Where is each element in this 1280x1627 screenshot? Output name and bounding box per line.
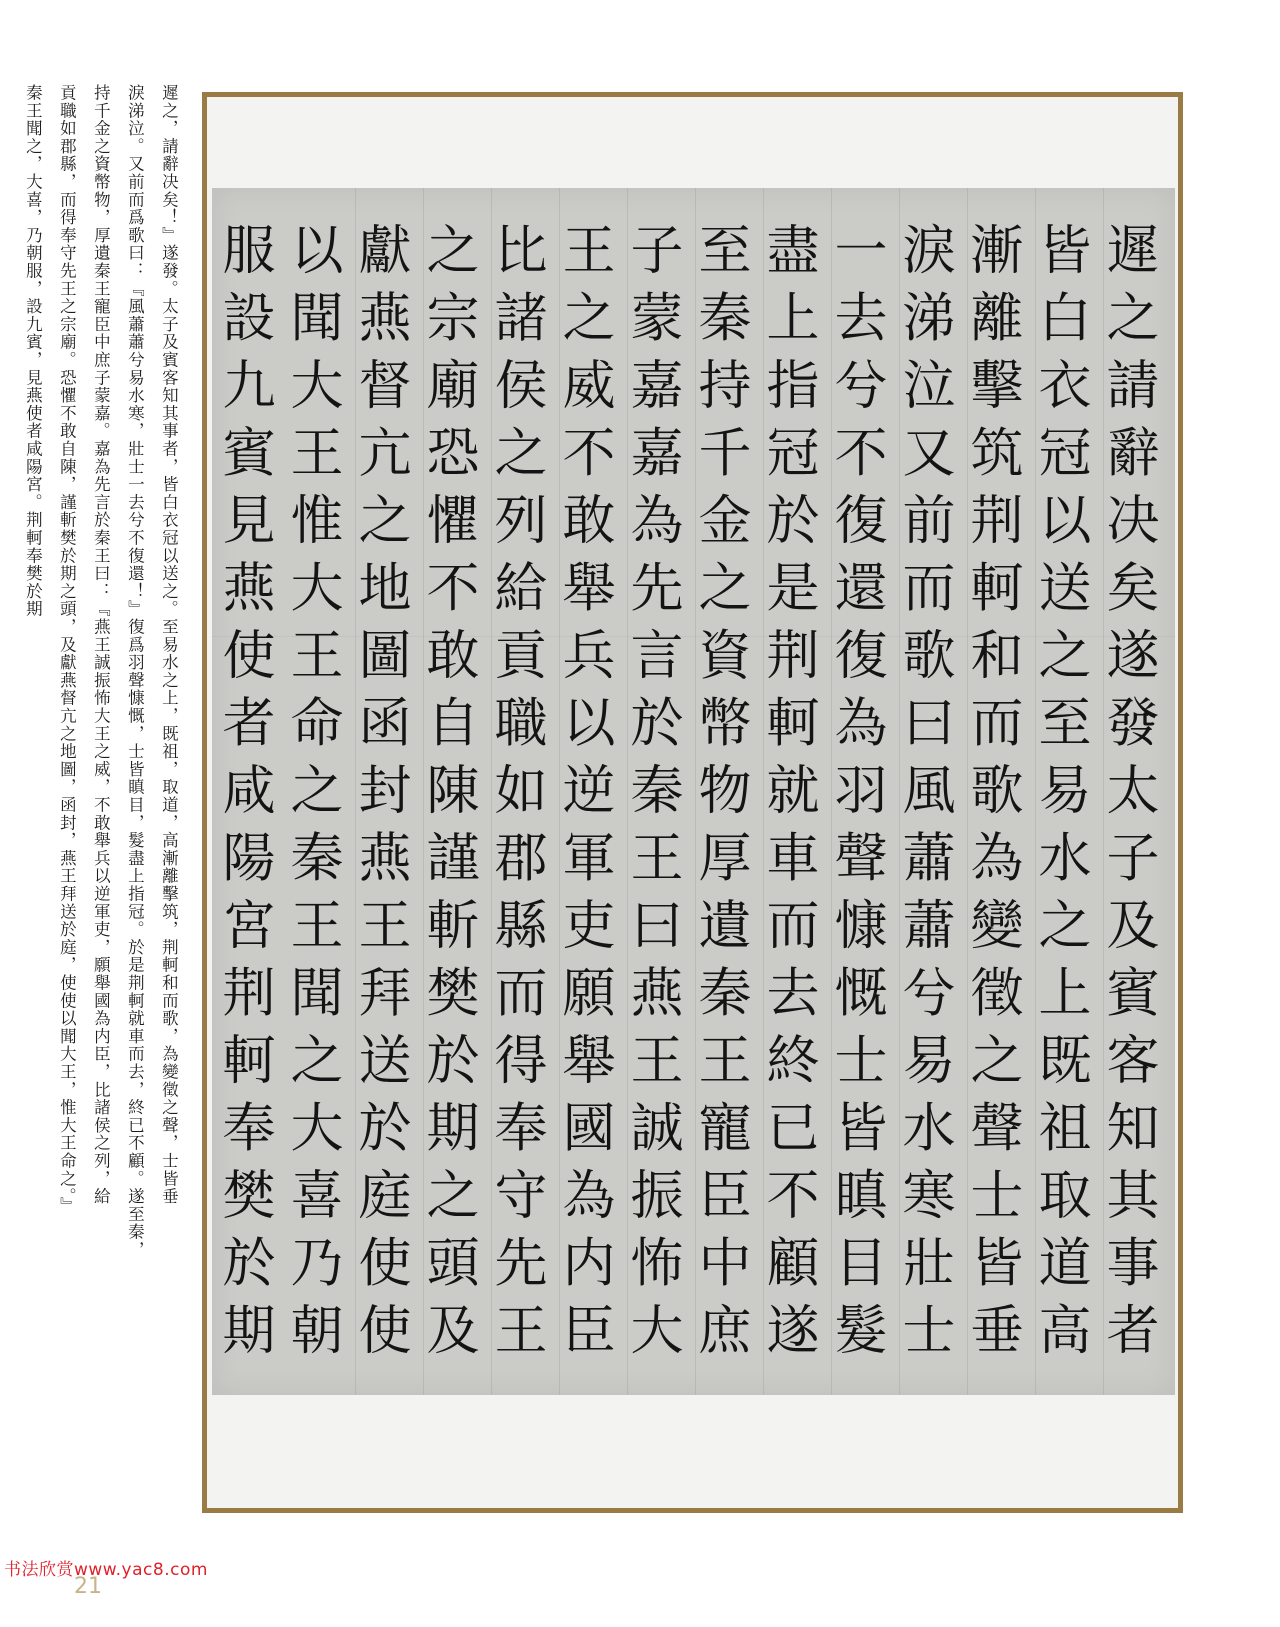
calligraphy-column: 獻燕督亢之地圖函封燕王拜送於庭使使 xyxy=(350,222,411,1370)
transcription-column: 貢職如郡縣，而得奉守先王之宗廟。恐懼不敢自陳，謹斬樊於期之頭，及獻燕督亢之地圖，函封，燕王拜送於庭，使使以聞大王，惟大王命之。』 xyxy=(57,84,77,1215)
calligraphy-plate xyxy=(212,188,1175,1395)
calligraphy-column: 服設九賓見燕使者咸陽宮荆軻奉樊於期 xyxy=(214,222,275,1370)
calligraphy-column: 一去兮不復還復為羽聲慷慨士皆瞋目髮 xyxy=(826,222,887,1370)
calligraphy-column: 盡上指冠於是荆軻就車而去終已不顧遂 xyxy=(758,222,819,1370)
calligraphy-column: 比諸侯之列給貢職如郡縣而得奉守先王 xyxy=(486,222,547,1370)
calligraphy-column: 之宗廟恐懼不敢自陳謹斬樊於期之頭及 xyxy=(418,222,479,1370)
page-number: 21 xyxy=(74,1574,102,1599)
calligraphy-column: 至秦持千金之資幣物厚遺秦王寵臣中庶 xyxy=(690,222,751,1370)
transcription-column: 秦王聞之，大喜，乃朝服，設九賓，見燕使者咸陽宮。荆軻奉樊於期 xyxy=(23,84,43,618)
calligraphy-column: 王之威不敢舉兵以逆軍吏願舉國為内臣 xyxy=(554,222,615,1370)
calligraphy-column: 子蒙嘉嘉為先言於秦王曰燕王誠振怖大 xyxy=(622,222,683,1370)
transcription-column: 遲之，請辭决矣！』遂發。太子及賓客知其事者，皆白衣冠以送之。至易水之上，既祖，取道，高漸離擊筑，荆軻和而歌，為變徵之聲，士皆垂 xyxy=(159,84,179,1206)
calligraphy-column: 淚涕泣又前而歌曰風蕭蕭兮易水寒壯士 xyxy=(894,222,955,1370)
site-watermark: 书法欣赏www.yac8.com xyxy=(4,1560,208,1580)
calligraphy-column: 漸離擊筑荆軻和而歌為變徵之聲士皆垂 xyxy=(962,222,1023,1370)
calligraphy-frame xyxy=(202,92,1183,1513)
calligraphy-column: 以聞大王惟大王命之秦王聞之大喜乃朝 xyxy=(282,222,343,1370)
calligraphy-column: 皆白衣冠以送之至易水之上既祖取道高 xyxy=(1030,222,1091,1370)
transcription-column: 淚涕泣。又前而爲歌曰：『風蕭蕭兮易水寒，壯士一去兮不復還！』復爲羽聲慷慨，士皆瞋目，髮盡上指冠。於是荆軻就車而去，終已不顧。遂至秦， xyxy=(125,84,145,1259)
modern-transcription xyxy=(8,84,198,1504)
transcription-column: 持千金之資幣物，厚遺秦王寵臣中庶子蒙嘉。嘉為先言於秦王曰：『燕王誠振怖大王之威，不敢舉兵以逆軍吏，願舉國為内臣，比諸侯之列，給 xyxy=(91,84,111,1206)
calligraphy-column: 遲之請辭决矣遂發太子及賓客知其事者 xyxy=(1098,222,1159,1370)
